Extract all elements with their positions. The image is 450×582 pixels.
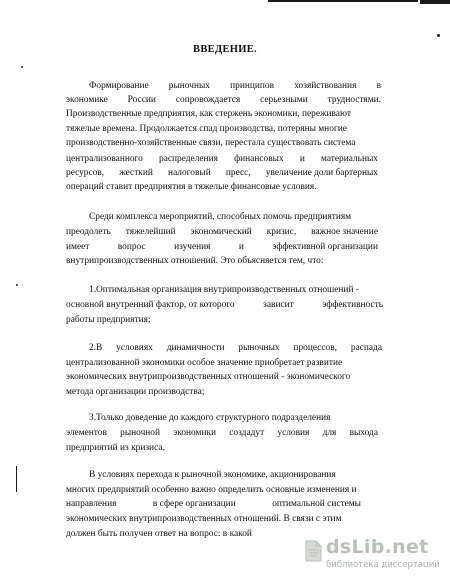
text-line [66, 138, 355, 149]
text-fragment: 1.Оптимальная организация внутрипроизводственных отношений - [89, 285, 359, 295]
text-fragment: России [127, 95, 156, 105]
text-fragment: Среди комплекса мероприятий, способных помочь предприятиям [89, 212, 352, 222]
text-fragment: рыночных [238, 343, 280, 353]
text-fragment: распада [350, 343, 382, 353]
text-fragment: внутрипроизводственных отношений. Это объясняется тем, что: [66, 256, 324, 266]
text-line [66, 227, 378, 238]
text-fragment: метода организации производства; [66, 387, 205, 397]
text-line [66, 242, 378, 253]
text-fragment: жесткий [119, 168, 153, 178]
text-fragment: тяжелейший [125, 227, 176, 237]
text-line [66, 168, 378, 179]
text-fragment: условиях [116, 343, 153, 353]
scan-artifact-left [16, 466, 17, 492]
scan-artifact-dot [437, 34, 440, 37]
text-fragment: быть получен ответ на вопрос: в какой [97, 529, 252, 539]
dslib-watermark [326, 536, 438, 576]
text-line [89, 212, 351, 223]
text-fragment: выхода [349, 428, 378, 438]
text-line [89, 413, 330, 424]
scan-artifact-dot [21, 66, 23, 68]
text-line [66, 300, 383, 311]
text-fragment: экономики [173, 428, 217, 438]
text-fragment: элементов [66, 428, 107, 438]
text-fragment: эффективной организации [272, 242, 378, 252]
document-title: ВВЕДЕНИЕ. [193, 44, 257, 55]
text-line [66, 514, 342, 525]
text-fragment: имеет [66, 242, 90, 252]
text-fragment: оптимальной системы [272, 499, 361, 509]
text-fragment: должен [66, 529, 96, 539]
text-line [66, 499, 361, 510]
text-fragment: Производственные предприятия, как стержень экономики, переживают [66, 109, 351, 119]
text-line [66, 529, 252, 540]
text-fragment: для [322, 428, 337, 438]
document-icon [304, 540, 322, 562]
text-fragment: рыночной [120, 428, 161, 438]
text-fragment: к рыночной экономике, акционирования [174, 470, 336, 480]
watermark-brand: dsLib.net [326, 536, 429, 558]
text-fragment: финансовых [234, 154, 284, 164]
text-fragment: основной внутренний фактор, от которого [66, 300, 235, 310]
text-fragment: операций ставит предприятия в тяжелые финансовые условия. [66, 182, 317, 192]
text-line [66, 154, 378, 165]
text-line [66, 256, 323, 267]
text-fragment: централизованного [66, 154, 143, 164]
text-fragment: хозяйствования [294, 81, 357, 91]
text-fragment: условия [277, 428, 310, 438]
text-fragment: рыночных [168, 81, 210, 91]
text-fragment: - экономического [281, 372, 351, 382]
text-line [66, 387, 204, 398]
text-line [66, 358, 342, 369]
watermark-subtitle: библиотека диссертаций [326, 560, 440, 570]
text-fragment: в сфере организации [152, 499, 236, 509]
text-line [89, 343, 382, 354]
scan-artifact-dot [16, 284, 18, 286]
text-line [66, 109, 351, 120]
text-fragment: 2.В [89, 343, 103, 353]
text-fragment: и [238, 242, 244, 252]
text-line [89, 285, 359, 296]
text-fragment: материальных [321, 154, 378, 164]
text-fragment: налоговый [168, 168, 211, 178]
text-fragment: экономический [190, 227, 252, 237]
text-fragment: многих предприятий [66, 485, 150, 495]
text-fragment: зависит [263, 300, 294, 310]
text-fragment: в [376, 81, 381, 91]
text-line [89, 81, 381, 92]
text-fragment: направления [66, 499, 117, 509]
scan-artifact-top [268, 0, 418, 2]
text-fragment: перехода [136, 470, 173, 480]
text-line [66, 485, 357, 496]
text-fragment: эффективность [322, 300, 383, 310]
text-fragment: 3.Только доведение до каждого структурного подразделения [89, 413, 331, 423]
text-line [66, 124, 347, 135]
text-fragment: тяжелые времена. Продолжается спад производства, потеряны многие [66, 124, 347, 134]
text-fragment: изучения [174, 242, 211, 252]
text-fragment: ресурсов, [66, 168, 105, 178]
text-fragment: экономических внутрипроизводственных отношений [66, 372, 279, 382]
text-line [66, 428, 378, 439]
text-fragment: динамичности [166, 343, 225, 353]
text-fragment: трудностями. [327, 95, 381, 105]
text-fragment: пресс, [225, 168, 251, 178]
text-fragment: принципов [230, 81, 275, 91]
text-fragment: предприятий из кризиса. [66, 443, 165, 453]
text-line [66, 182, 317, 193]
text-fragment: преодолеть [66, 227, 111, 237]
text-fragment: вопрос [117, 242, 146, 252]
text-fragment: Формирование [89, 81, 149, 91]
text-fragment: и [299, 154, 305, 164]
text-line [66, 95, 381, 106]
text-fragment: распределения [159, 154, 218, 164]
text-fragment: отношений. В связи с этим [234, 514, 342, 524]
text-fragment: сопровождается [175, 95, 241, 105]
text-fragment: процессов, [293, 343, 338, 353]
text-line [66, 315, 151, 326]
text-fragment: особенно важно определить основные изменения и [151, 485, 357, 495]
text-line [89, 470, 336, 481]
text-fragment: кризис, [266, 227, 297, 237]
text-fragment: важное значение [311, 227, 378, 237]
text-fragment: экономических внутрипроизводственных [66, 514, 232, 524]
text-fragment: работы предприятия; [66, 315, 151, 325]
text-line [66, 443, 165, 454]
scan-artifact-top-right [420, 0, 450, 4]
text-fragment: экономике [66, 95, 108, 105]
text-fragment: В условиях [89, 470, 135, 480]
text-line [66, 372, 350, 383]
text-fragment: увеличение доли бартерных [265, 168, 378, 178]
text-fragment: централизованной экономики особое значение приобретает развитие [66, 358, 343, 368]
text-fragment: создадут [229, 428, 265, 438]
text-fragment: производственно-хозяйственные связи, перестала существовать система [66, 138, 356, 148]
text-fragment: серьезными [260, 95, 308, 105]
